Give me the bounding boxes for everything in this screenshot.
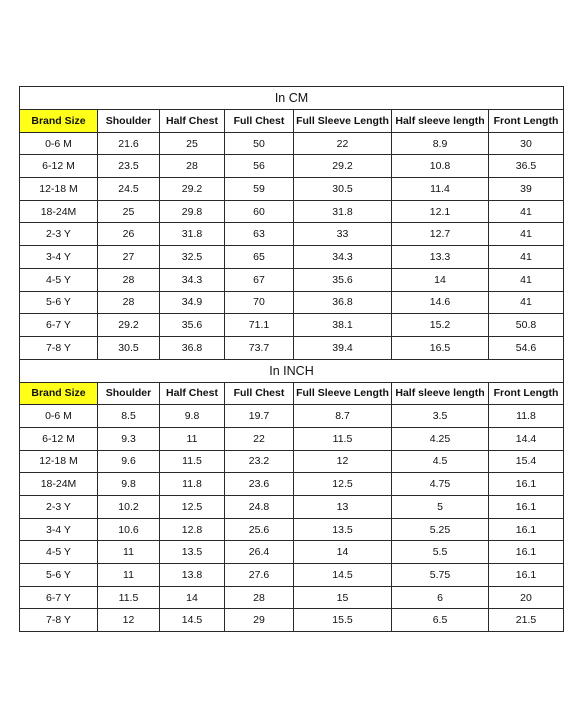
measurement-cell: 34.3 xyxy=(294,246,392,269)
section-title: In CM xyxy=(20,87,564,110)
measurement-cell: 13.5 xyxy=(294,518,392,541)
measurement-cell: 10.2 xyxy=(98,496,160,519)
column-header: Brand Size xyxy=(20,110,98,133)
measurement-cell: 73.7 xyxy=(225,336,294,359)
measurement-cell: 35.6 xyxy=(160,314,225,337)
measurement-cell: 6 xyxy=(392,586,489,609)
measurement-cell: 30 xyxy=(489,132,564,155)
measurement-cell: 14.5 xyxy=(294,564,392,587)
measurement-cell: 34.9 xyxy=(160,291,225,314)
measurement-cell: 13.8 xyxy=(160,564,225,587)
size-chart-table xyxy=(19,86,564,632)
measurement-cell: 9.3 xyxy=(98,427,160,450)
size-label-cell: 6-7 Y xyxy=(20,586,98,609)
measurement-cell: 16.1 xyxy=(489,541,564,564)
measurement-cell: 11.8 xyxy=(160,473,225,496)
table-row xyxy=(20,178,564,201)
measurement-cell: 12 xyxy=(294,450,392,473)
measurement-cell: 23.2 xyxy=(225,450,294,473)
column-header: Front Length xyxy=(489,110,564,133)
measurement-cell: 29.2 xyxy=(294,155,392,178)
section-title-row xyxy=(20,87,564,110)
measurement-cell: 32.5 xyxy=(160,246,225,269)
measurement-cell: 28 xyxy=(98,291,160,314)
measurement-cell: 11.4 xyxy=(392,178,489,201)
table-row xyxy=(20,586,564,609)
measurement-cell: 14 xyxy=(392,268,489,291)
table-row xyxy=(20,336,564,359)
size-label-cell: 4-5 Y xyxy=(20,268,98,291)
size-label-cell: 4-5 Y xyxy=(20,541,98,564)
table-row xyxy=(20,314,564,337)
column-header: Half Chest xyxy=(160,110,225,133)
size-label-cell: 3-4 Y xyxy=(20,518,98,541)
size-label-cell: 0-6 M xyxy=(20,132,98,155)
table-row xyxy=(20,496,564,519)
measurement-cell: 50 xyxy=(225,132,294,155)
size-label-cell: 18-24M xyxy=(20,200,98,223)
measurement-cell: 27.6 xyxy=(225,564,294,587)
column-header: Half sleeve length xyxy=(392,110,489,133)
measurement-cell: 15.5 xyxy=(294,609,392,632)
measurement-cell: 54.6 xyxy=(489,336,564,359)
measurement-cell: 67 xyxy=(225,268,294,291)
measurement-cell: 16.1 xyxy=(489,496,564,519)
measurement-cell: 25 xyxy=(160,132,225,155)
measurement-cell: 24.5 xyxy=(98,178,160,201)
measurement-cell: 25.6 xyxy=(225,518,294,541)
measurement-cell: 14.4 xyxy=(489,427,564,450)
size-label-cell: 6-7 Y xyxy=(20,314,98,337)
measurement-cell: 59 xyxy=(225,178,294,201)
measurement-cell: 30.5 xyxy=(294,178,392,201)
size-chart-body xyxy=(20,87,564,632)
measurement-cell: 11 xyxy=(98,541,160,564)
measurement-cell: 33 xyxy=(294,223,392,246)
section-title: In INCH xyxy=(20,359,564,382)
measurement-cell: 10.8 xyxy=(392,155,489,178)
measurement-cell: 71.1 xyxy=(225,314,294,337)
measurement-cell: 10.6 xyxy=(98,518,160,541)
measurement-cell: 50.8 xyxy=(489,314,564,337)
column-header: Shoulder xyxy=(98,110,160,133)
measurement-cell: 11 xyxy=(160,427,225,450)
measurement-cell: 28 xyxy=(98,268,160,291)
column-header: Full Sleeve Length xyxy=(294,110,392,133)
table-row xyxy=(20,223,564,246)
measurement-cell: 9.8 xyxy=(160,405,225,428)
measurement-cell: 36.8 xyxy=(294,291,392,314)
measurement-cell: 31.8 xyxy=(160,223,225,246)
measurement-cell: 41 xyxy=(489,223,564,246)
measurement-cell: 12.5 xyxy=(160,496,225,519)
measurement-cell: 12.1 xyxy=(392,200,489,223)
column-header: Half Chest xyxy=(160,382,225,405)
column-header-row xyxy=(20,110,564,133)
measurement-cell: 13 xyxy=(294,496,392,519)
measurement-cell: 60 xyxy=(225,200,294,223)
measurement-cell: 24.8 xyxy=(225,496,294,519)
measurement-cell: 4.5 xyxy=(392,450,489,473)
table-row xyxy=(20,427,564,450)
table-row xyxy=(20,155,564,178)
size-label-cell: 2-3 Y xyxy=(20,496,98,519)
size-label-cell: 0-6 M xyxy=(20,405,98,428)
measurement-cell: 11 xyxy=(98,564,160,587)
size-label-cell: 12-18 M xyxy=(20,450,98,473)
measurement-cell: 29.2 xyxy=(98,314,160,337)
measurement-cell: 14.6 xyxy=(392,291,489,314)
measurement-cell: 4.75 xyxy=(392,473,489,496)
measurement-cell: 5.75 xyxy=(392,564,489,587)
measurement-cell: 8.5 xyxy=(98,405,160,428)
measurement-cell: 23.5 xyxy=(98,155,160,178)
measurement-cell: 16.1 xyxy=(489,518,564,541)
measurement-cell: 28 xyxy=(160,155,225,178)
column-header: Shoulder xyxy=(98,382,160,405)
measurement-cell: 21.6 xyxy=(98,132,160,155)
measurement-cell: 14.5 xyxy=(160,609,225,632)
table-row xyxy=(20,132,564,155)
table-row xyxy=(20,609,564,632)
size-label-cell: 12-18 M xyxy=(20,178,98,201)
measurement-cell: 4.25 xyxy=(392,427,489,450)
measurement-cell: 12.7 xyxy=(392,223,489,246)
size-label-cell: 5-6 Y xyxy=(20,291,98,314)
measurement-cell: 16.1 xyxy=(489,564,564,587)
measurement-cell: 11.5 xyxy=(294,427,392,450)
measurement-cell: 13.5 xyxy=(160,541,225,564)
size-label-cell: 18-24M xyxy=(20,473,98,496)
measurement-cell: 16.1 xyxy=(489,473,564,496)
measurement-cell: 41 xyxy=(489,200,564,223)
table-row xyxy=(20,541,564,564)
measurement-cell: 15.2 xyxy=(392,314,489,337)
measurement-cell: 28 xyxy=(225,586,294,609)
measurement-cell: 9.6 xyxy=(98,450,160,473)
measurement-cell: 65 xyxy=(225,246,294,269)
measurement-cell: 56 xyxy=(225,155,294,178)
measurement-cell: 23.6 xyxy=(225,473,294,496)
measurement-cell: 8.7 xyxy=(294,405,392,428)
measurement-cell: 11.5 xyxy=(98,586,160,609)
column-header: Full Chest xyxy=(225,110,294,133)
measurement-cell: 34.3 xyxy=(160,268,225,291)
measurement-cell: 15.4 xyxy=(489,450,564,473)
measurement-cell: 8.9 xyxy=(392,132,489,155)
table-row xyxy=(20,268,564,291)
measurement-cell: 36.5 xyxy=(489,155,564,178)
measurement-cell: 5 xyxy=(392,496,489,519)
measurement-cell: 9.8 xyxy=(98,473,160,496)
measurement-cell: 26 xyxy=(98,223,160,246)
column-header-row xyxy=(20,382,564,405)
measurement-cell: 70 xyxy=(225,291,294,314)
measurement-cell: 41 xyxy=(489,246,564,269)
measurement-cell: 31.8 xyxy=(294,200,392,223)
measurement-cell: 11.8 xyxy=(489,405,564,428)
size-label-cell: 3-4 Y xyxy=(20,246,98,269)
measurement-cell: 41 xyxy=(489,291,564,314)
measurement-cell: 14 xyxy=(160,586,225,609)
measurement-cell: 14 xyxy=(294,541,392,564)
table-row xyxy=(20,518,564,541)
measurement-cell: 15 xyxy=(294,586,392,609)
size-label-cell: 6-12 M xyxy=(20,155,98,178)
measurement-cell: 12.5 xyxy=(294,473,392,496)
measurement-cell: 26.4 xyxy=(225,541,294,564)
column-header: Full Sleeve Length xyxy=(294,382,392,405)
size-label-cell: 6-12 M xyxy=(20,427,98,450)
section-title-row xyxy=(20,359,564,382)
column-header: Full Chest xyxy=(225,382,294,405)
table-row xyxy=(20,246,564,269)
measurement-cell: 19.7 xyxy=(225,405,294,428)
size-label-cell: 7-8 Y xyxy=(20,336,98,359)
table-row xyxy=(20,473,564,496)
column-header: Brand Size xyxy=(20,382,98,405)
measurement-cell: 5.25 xyxy=(392,518,489,541)
measurement-cell: 21.5 xyxy=(489,609,564,632)
size-label-cell: 5-6 Y xyxy=(20,564,98,587)
measurement-cell: 3.5 xyxy=(392,405,489,428)
measurement-cell: 27 xyxy=(98,246,160,269)
size-label-cell: 2-3 Y xyxy=(20,223,98,246)
measurement-cell: 39.4 xyxy=(294,336,392,359)
table-row xyxy=(20,405,564,428)
table-row xyxy=(20,450,564,473)
measurement-cell: 30.5 xyxy=(98,336,160,359)
measurement-cell: 20 xyxy=(489,586,564,609)
measurement-cell: 39 xyxy=(489,178,564,201)
table-row xyxy=(20,200,564,223)
table-row xyxy=(20,564,564,587)
measurement-cell: 5.5 xyxy=(392,541,489,564)
measurement-cell: 25 xyxy=(98,200,160,223)
measurement-cell: 36.8 xyxy=(160,336,225,359)
measurement-cell: 12.8 xyxy=(160,518,225,541)
measurement-cell: 12 xyxy=(98,609,160,632)
measurement-cell: 13.3 xyxy=(392,246,489,269)
measurement-cell: 63 xyxy=(225,223,294,246)
measurement-cell: 11.5 xyxy=(160,450,225,473)
measurement-cell: 29 xyxy=(225,609,294,632)
column-header: Half sleeve length xyxy=(392,382,489,405)
measurement-cell: 6.5 xyxy=(392,609,489,632)
column-header: Front Length xyxy=(489,382,564,405)
size-label-cell: 7-8 Y xyxy=(20,609,98,632)
measurement-cell: 22 xyxy=(225,427,294,450)
measurement-cell: 29.8 xyxy=(160,200,225,223)
measurement-cell: 29.2 xyxy=(160,178,225,201)
measurement-cell: 16.5 xyxy=(392,336,489,359)
measurement-cell: 38.1 xyxy=(294,314,392,337)
table-row xyxy=(20,291,564,314)
measurement-cell: 22 xyxy=(294,132,392,155)
measurement-cell: 35.6 xyxy=(294,268,392,291)
measurement-cell: 41 xyxy=(489,268,564,291)
